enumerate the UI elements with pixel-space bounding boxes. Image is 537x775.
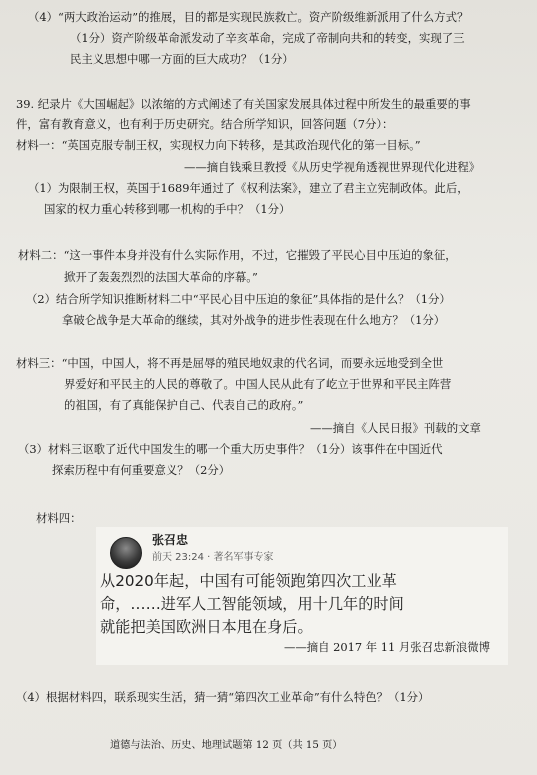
material-3-line1: 材料三：“中国，中国人，将不再是屈辱的殖民地奴隶的代名词，而要永远地受到全世 xyxy=(16,356,444,370)
q38-p4-line1: （4）“两大政治运动”的推展，目的都是实现民族救亡。资产阶级维新派用了什么方式？ xyxy=(28,10,469,24)
q39-sub2-line2: 拿破仑战争是大革命的继续，其对外战争的进步性表现在什么地方？（1分） xyxy=(62,313,446,327)
page-footer: 道德与法治、历史、地理试题第 12 页（共 15 页） xyxy=(110,740,343,751)
q39-intro-line1: 39. 纪录片《大国崛起》以浓缩的方式阐述了有关国家发展具体过程中所发生的最重要的事 xyxy=(16,97,471,111)
q39-intro-line2: 件，富有教育意义，也有利于历史研究。结合所学知识，回答问题（7分）： xyxy=(16,117,394,131)
weibo-post-meta: 前天 23:24 · 著名军事专家 xyxy=(152,552,274,563)
q39-sub3-line2: 探索历程中有何重要意义？（2分） xyxy=(52,463,231,477)
q38-p4-line2: （1分）资产阶级革命派发动了辛亥革命，完成了帝制向共和的转变，实现了三 xyxy=(70,31,465,45)
q39-sub3-line1: （3）材料三讴歌了近代中国发生的哪一个重大历史事件？（1分）该事件在中国近代 xyxy=(18,442,443,456)
weibo-text-line2: 命，……进军人工智能领域，用十几年的时间 xyxy=(100,595,404,613)
material-4-source: ——摘自 2017 年 11 月张召忠新浪微博 xyxy=(284,640,491,654)
material-3-source: ——摘自《人民日报》刊载的文章 xyxy=(310,421,481,435)
q39-sub4-line1: （4）根据材料四，联系现实生活，猜一猜“第四次工业革命”有什么特色？（1分） xyxy=(16,690,430,704)
material-3-line3: 的祖国，有了真能保护自己、代表自己的政府。” xyxy=(64,398,304,412)
material-1-source: ——摘自钱乘旦教授《从历史学视角透视世界现代化进程》 xyxy=(184,160,481,174)
weibo-text-line3: 就能把美国欧洲日本甩在身后。 xyxy=(100,618,313,636)
material-2-line2: 掀开了轰轰烈烈的法国大革命的序幕。” xyxy=(64,270,258,284)
weibo-author-name: 张召忠 xyxy=(152,533,189,547)
material-2-line1: 材料二：“这一事件本身并没有什么实际作用，不过，它摧毁了平民心目中压迫的象征， xyxy=(18,248,457,262)
q39-sub2-line1: （2）结合所学知识推断材料二中“平民心目中压迫的象征”具体指的是什么？（1分） xyxy=(26,292,451,306)
weibo-text-line1: 从2020年起，中国有可能领跑第四次工业革 xyxy=(100,572,397,590)
material-1-quote: 材料一：“英国克服专制王权，实现权力向下转移，是其政治现代化的第一目标。” xyxy=(16,138,421,152)
material-4-label: 材料四： xyxy=(36,511,82,525)
q39-sub1-line1: （1）为限制王权，英国于1689年通过了《权利法案》，建立了君主立宪制政体。此后， xyxy=(28,181,469,195)
q38-p4-line3: 民主义思想中哪一方面的巨大成功？（1分） xyxy=(70,52,294,66)
material-3-line2: 界爱好和平民主的人民的尊敬了。中国人民从此有了屹立于世界和平民主阵营 xyxy=(64,377,452,391)
q39-sub1-line2: 国家的权力重心转移到哪一机构的手中？（1分） xyxy=(44,202,291,216)
avatar xyxy=(110,537,142,569)
